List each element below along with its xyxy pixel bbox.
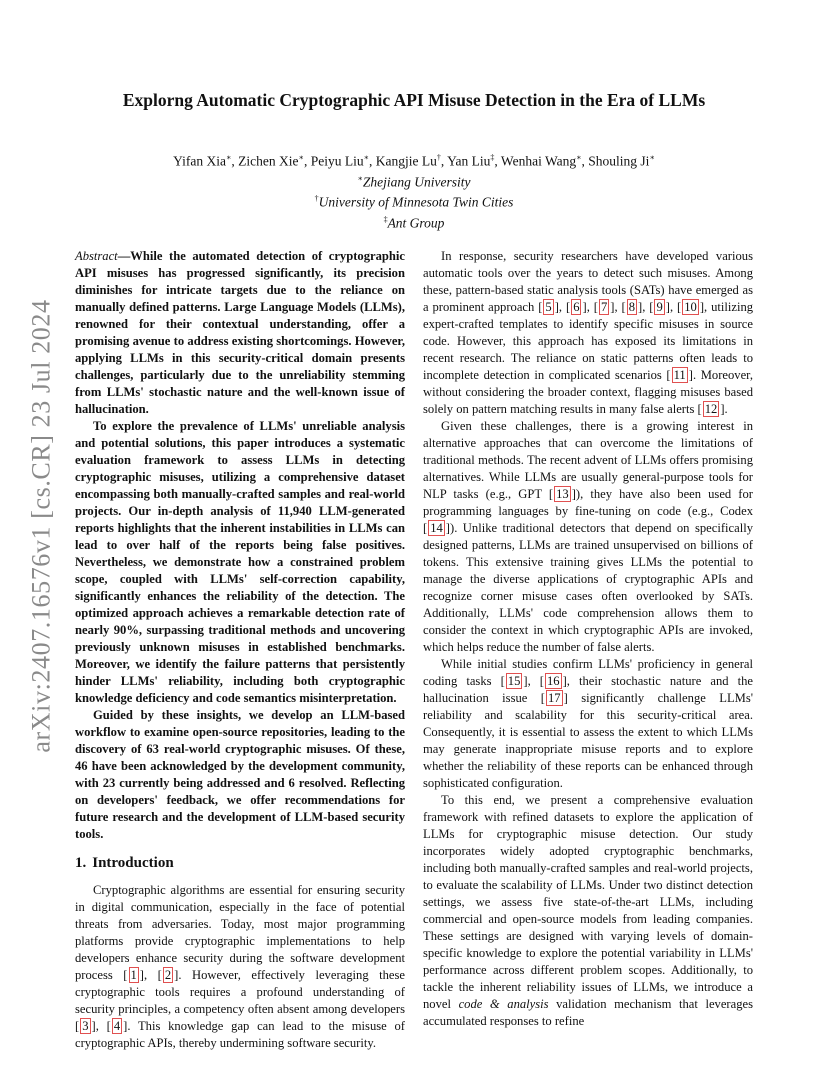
affiliation-mark: † xyxy=(314,194,319,203)
abstract-text: —While the automated detection of cryptographic API misuses has progressed significantly, its precision diminishes for intricate targets due to the reliance on manually defined patterns. Large Language Models (LLMs), renowned for their contextual understanding, offer a promising avenue to address existing shortcomings. However, applying LLMs in this security-critical domain presents challenges, particularly due to the unreliability stemming from LLMs' stochastic nature and the well-known issue of hallucination. xyxy=(75,249,405,416)
author-list: Yifan Xia∗, Zichen Xie∗, Peiyu Liu∗, Kangjie Lu†, Yan Liu‡, Wenhai Wang∗, Shouling Ji∗ xyxy=(173,153,655,169)
affiliation-mark: ∗ xyxy=(357,173,363,183)
citation-link[interactable]: 12 xyxy=(704,402,718,416)
author-mark: ∗ xyxy=(576,153,582,162)
citation-link[interactable]: 6 xyxy=(573,300,580,314)
body-paragraph: Given these challenges, there is a growing interest in alternative approaches that can overcome the limitations of traditional methods. The recent advent of LLMs offers promising alternatives. While LLMs are usually general-purpose tools for NLP tasks (e.g., GPT [ 13 ]), they have also been used for programming languages by fine-tuning on code (e.g., Codex [ 14 ]). Unlike traditional detectors that depend on specifically designed patterns, LLMs are trained unsupervised on billions of tokens. This extensive training gives LLMs the potential to manage the diverse applications of cryptographic APIs and recognize corner misuse cases often overlooked by SATs. Additionally, LLMs' code comprehension allows them to consider the context in which cryptographic APIs are invoked, which helps reduce the number of false alerts. xyxy=(423,419,753,654)
right-column xyxy=(423,248,753,1030)
abstract-label: Abstract xyxy=(75,249,118,263)
section-title: Introduction xyxy=(92,855,174,871)
affiliation xyxy=(60,170,768,191)
author-mark: ∗ xyxy=(298,153,304,162)
author-mark: ∗ xyxy=(649,153,655,162)
text-run: ), they have also been used for programming languages by fine-tuning on code (e.g., Codex xyxy=(423,487,753,518)
affiliation-name: Zhejiang University xyxy=(362,174,471,189)
abstract-paragraph xyxy=(75,248,405,418)
text-run: . This knowledge gap can lead to the misuse of cryptographic APIs, thereby undermining software security. xyxy=(75,1019,405,1050)
author-name: Shouling Ji xyxy=(588,153,650,169)
body-paragraph: While initial studies confirm LLMs' proficiency in general coding tasks [ 15 ], [ 16 ], their stochastic nature and the hallucination issue [ 17 ] significantly challenge LLMs' reliability and scalability for this security-critical area. Consequently, it is essential to assess the extent to which LLMs may generate inappropriate misuse reports and to explore whether the reliability of these reports can be enhanced through sophisticated configuration. xyxy=(423,657,754,790)
text-run: Given these challenges, there is a growing interest in alternative approaches that can overcome the limitations of traditional methods. The recent advent of LLMs offers promising alternatives. While LLMs are usually general-purpose tools for NLP tasks (e.g., GPT xyxy=(423,419,753,501)
text-run: , their stochastic nature and the hallucination issue xyxy=(423,674,754,705)
affiliation-name: Ant Group xyxy=(387,215,445,230)
section-heading xyxy=(75,855,405,872)
text-run: , utilizing expert-crafted templates to identify specific misuses in source code. However, this approach has exposed its limitations in recent research. The reliance on static patterns often leads to incomplete detection in complicated scenarios xyxy=(423,300,754,382)
author-mark: ∗ xyxy=(363,153,370,162)
abstract-paragraph: Guided by these insights, we develop an LLM-based workflow to examine open-source repositories, leading to the discovery of 63 real-world cryptographic misuses. Of these, 46 have been acknowledged by the development community, with 23 currently being addressed and 6 resolved. Reflecting on developers' feedback, we offer recommendations for future research and the development of LLM-based security tools. xyxy=(75,708,405,841)
author-name: Zichen Xie xyxy=(238,153,299,169)
author-name: Yan Liu xyxy=(447,153,491,169)
text-run: . However, effectively leveraging these cryptographic tools requires a profound understanding of security principles, a competency often absent among developers xyxy=(75,968,406,1016)
text-run: Cryptographic algorithms are essential for ensuring security in digital communication, especially in the face of potential threats from adversaries. Today, most major programming platforms provide cryptographic implementations to help developers enhance security during the software development process xyxy=(75,883,405,982)
author-mark: † xyxy=(436,153,441,162)
affiliation-mark: ‡ xyxy=(383,214,388,224)
affiliation xyxy=(60,190,768,211)
citation-link[interactable]: 2 xyxy=(164,968,172,982)
citation-link[interactable]: 16 xyxy=(547,674,560,688)
text-run: To this end, we present a comprehensive evaluation framework with refined datasets to explore the application of LLMs for cryptographic misuse detection. Our study incorporates widely adopted cryptographic benchmarks, including both manually-crafted samples and real-world projects, to evaluate the scalability of LLMs. Under two distinct detection settings, we assess five state-of-the-art LLMs, including commercial and open-source models from leading companies. These settings are designed with varying levels of domain-specific knowledge to explore the potential variability in LLMs' performance across different problem scopes. Additionally, to tackle the inherent reliability issues of LLMs, we introduce a novel xyxy=(423,793,753,1011)
citation-link[interactable]: 10 xyxy=(684,300,697,314)
arxiv-stamp xyxy=(22,296,62,756)
text-run: , xyxy=(586,300,594,314)
text-run: , xyxy=(144,968,158,982)
text-run: , xyxy=(95,1019,107,1033)
citation-link[interactable]: 3 xyxy=(82,1019,89,1033)
affiliation-name: University of Minnesota Twin Cities xyxy=(318,194,514,210)
text-run: , xyxy=(527,674,540,688)
text-run: , xyxy=(614,300,622,314)
citation-link[interactable]: 1 xyxy=(130,968,137,982)
body-paragraph: In response, security researchers have developed various automatic tools over the years to detect such misuses. Among these, pattern-based static analysis tools (SATs) have emerged as a prominent approach [ 5 ], [ 6 ], [ 7 ], [ 8 ], [ 9 ], [ 10 ], utilizing expert-crafted templates to identify specific misuses in source code. However, this approach has exposed its limitations in recent research. The reliance on static patterns often leads to incomplete detection in complicated scenarios [ 11 ]. Moreover, without considering the broader context, flagging misuses based solely on pattern matching results in many false alerts [ 12 ]. xyxy=(423,249,754,416)
citation-link[interactable]: 5 xyxy=(545,300,552,314)
arxiv-stamp-text: arXiv:2407.16576v1 [cs.CR] 23 Jul 2024 xyxy=(27,299,57,753)
section-number: 1. xyxy=(75,855,87,871)
citation-link[interactable]: 17 xyxy=(547,691,561,705)
author-name: Kangjie Lu xyxy=(375,153,437,169)
author-block xyxy=(60,149,768,231)
text-run: While initial studies confirm LLMs' proficiency in general coding tasks xyxy=(423,657,753,688)
citation-link[interactable]: 14 xyxy=(430,521,443,535)
body-paragraph: Cryptographic algorithms are essential for ensuring security in digital communication, especially in the face of potential threats from adversaries. Today, most major programming platforms provide cryptographic implementations to help developers enhance security during the software development process [ 1 ], [ 2 ]. However, effectively leveraging these cryptographic tools requires a profound understanding of security principles, a competency often absent among developers [ 3 ], [ 4 ]. This knowledge gap can lead to the misuse of cryptographic APIs, thereby undermining software security. xyxy=(75,883,406,1050)
text-run: , xyxy=(669,300,678,314)
text-run: , xyxy=(642,300,650,314)
abstract-paragraph: To explore the prevalence of LLMs' unreliable analysis and potential solutions, this paper introduces a systematic evaluation framework to assess LLMs in detecting cryptographic misuses, utilizing a comprehensive dataset encompassing both manually-crafted samples and real-world projects. Our in-depth analysis of 11,940 LLM-generated reports highlights that the inherent instabilities in LLMs can lead to over half of the reports being false positives. Nevertheless, we demonstrate how a constrained problem scope, coupled with LLMs' self-correction capability, significantly enhances the reliability of the detection. The optimized approach achieves a remarkable detection rate of nearly 90%, surpassing traditional methods and uncovering previously unknown misuses in established benchmarks. Moreover, we identify the failure patterns that persistently hinder LLMs' reliability, including both cryptographic knowledge deficiency and code semantics misinterpretation. xyxy=(75,419,405,705)
abstract xyxy=(75,248,405,843)
citation-link[interactable]: 15 xyxy=(507,674,521,688)
text-run: , xyxy=(558,300,566,314)
text-run: validation mechanism that leverages accumulated responses to refine xyxy=(423,997,753,1028)
citation-link[interactable]: 8 xyxy=(628,300,636,314)
paper-title: Explorng Automatic Cryptographic API Misuse Detection in the Era of LLMs xyxy=(122,90,706,110)
body-paragraph xyxy=(423,792,753,1030)
citation-link[interactable]: 11 xyxy=(673,368,686,382)
text-run: ). Unlike traditional detectors that depend on specifically designed patterns, LLMs are trained unsupervised on billions of tokens. This extensive training gives LLMs the potential to manage the diverse applications of cryptographic APIs and recognize corner misuse cases often overlooked by SATs. Additionally, LLMs' code comprehension allows them to consider the context in which cryptographic APIs are invoked, which helps reduce the number of false alerts. xyxy=(423,521,753,654)
author-name: Yifan Xia xyxy=(173,153,226,169)
author-mark: ‡ xyxy=(490,153,495,162)
citation-link[interactable]: 9 xyxy=(656,300,663,314)
text-run: . xyxy=(724,402,728,416)
left-column xyxy=(75,248,405,1052)
affiliation xyxy=(60,211,768,232)
introduction-body xyxy=(75,882,405,1052)
author-name: Wenhai Wang xyxy=(500,153,577,169)
text-run: . Moreover, without considering the broader context, flagging misuses based solely on pattern matching results in many false alerts xyxy=(423,368,754,416)
text-run: In response, security researchers have developed various automatic tools over the years to detect such misuses. Among these, pattern-based static analysis tools (SATs) have emerged as a prominent approach xyxy=(423,249,753,314)
citation-link[interactable]: 4 xyxy=(113,1019,121,1033)
citation-link[interactable]: 13 xyxy=(556,487,569,501)
author-mark: ∗ xyxy=(225,153,232,162)
citation-link[interactable]: 7 xyxy=(600,300,608,314)
text-run: significantly challenge LLMs' reliability and scalability for this security-critical area. Consequently, it is essential to assess the extent to which LLMs may generate inappropriate misuse reports and to explore whether the reliability of these reports can be enhanced through sophisticated configuration. xyxy=(423,691,753,790)
emphasis-text: code & analysis xyxy=(458,997,549,1011)
author-name: Peiyu Liu xyxy=(310,153,364,169)
